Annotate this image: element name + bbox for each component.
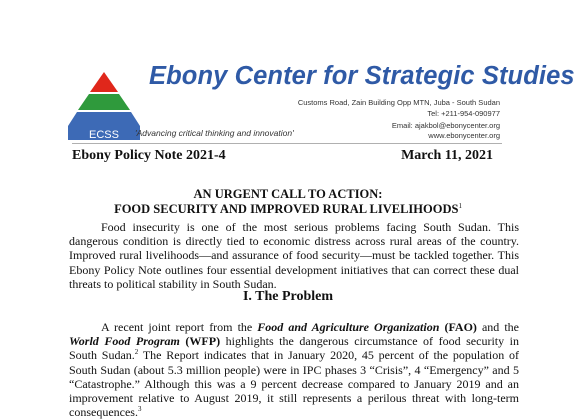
header-divider bbox=[72, 143, 502, 144]
website-line: www.ebonycenter.org bbox=[428, 131, 500, 140]
logo-text: ECSS bbox=[89, 129, 119, 141]
policy-note-date: March 11, 2021 bbox=[401, 148, 493, 163]
intro-paragraph: Food insecurity is one of the most serious problems facing South Sudan. This dangerous condition is directly tied to economic distress across rural areas of the country. Improved rural livelihoods—and assurance of food security—must be tackled together. This Ebony Policy Note outlines four essential development initiatives that can correct these dual threats to political stability in South Sudan. bbox=[69, 220, 519, 291]
wfp-abbr: (WFP) bbox=[185, 334, 221, 349]
section-heading-problem: I. The Problem bbox=[242, 289, 334, 304]
footnote-ref-3: 3 bbox=[137, 405, 142, 414]
fao-name: Food and Agriculture Organization bbox=[257, 320, 440, 334]
ecss-logo bbox=[68, 70, 140, 142]
fao-abbr: (FAO) bbox=[444, 320, 477, 334]
problem-text-body: The Report indicates that in January 2020, 45 percent of the population of South Sudan (about 5.3 million people) were in IPC phases 3 “Crisis”, 4 “Emergency” and 5 “Catastrophe.” Although this was a 9 percent decrease compared to January 2019 and an improvement relative to August 2019, it still represents a perilous threat with long-term consequences. bbox=[69, 348, 519, 419]
problem-text-and: and the bbox=[476, 320, 520, 334]
address-line: Customs Road, Zain Building Opp MTN, Juba - South Sudan bbox=[297, 98, 500, 107]
title-line-1: AN URGENT CALL TO ACTION: bbox=[193, 187, 383, 201]
wfp-name: World Food Program bbox=[69, 334, 180, 349]
footnote-ref-2: 2 bbox=[134, 348, 139, 357]
problem-text-rest: highlights the dangerous circumstance of food security in South Sudan. bbox=[69, 334, 519, 363]
policy-note-id: Ebony Policy Note 2021-4 bbox=[72, 148, 226, 163]
pyramid-logo-icon bbox=[68, 70, 140, 142]
footnote-ref-1: 1 bbox=[458, 201, 462, 210]
org-name: Ebony Center for Strategic Studies bbox=[149, 62, 575, 90]
problem-text-intro: A recent joint report from the bbox=[101, 320, 258, 334]
title-line-2-text: FOOD SECURITY AND IMPROVED RURAL LIVELIHOODS bbox=[114, 202, 459, 216]
phone-line: Tel: +211-954-090977 bbox=[427, 109, 500, 118]
problem-paragraph bbox=[69, 320, 519, 419]
tagline: 'Advancing critical thinking and innovation' bbox=[135, 128, 294, 138]
title-line-2 bbox=[60, 202, 516, 217]
email-line: Email: ajakbol@ebonycenter.org bbox=[391, 121, 500, 130]
